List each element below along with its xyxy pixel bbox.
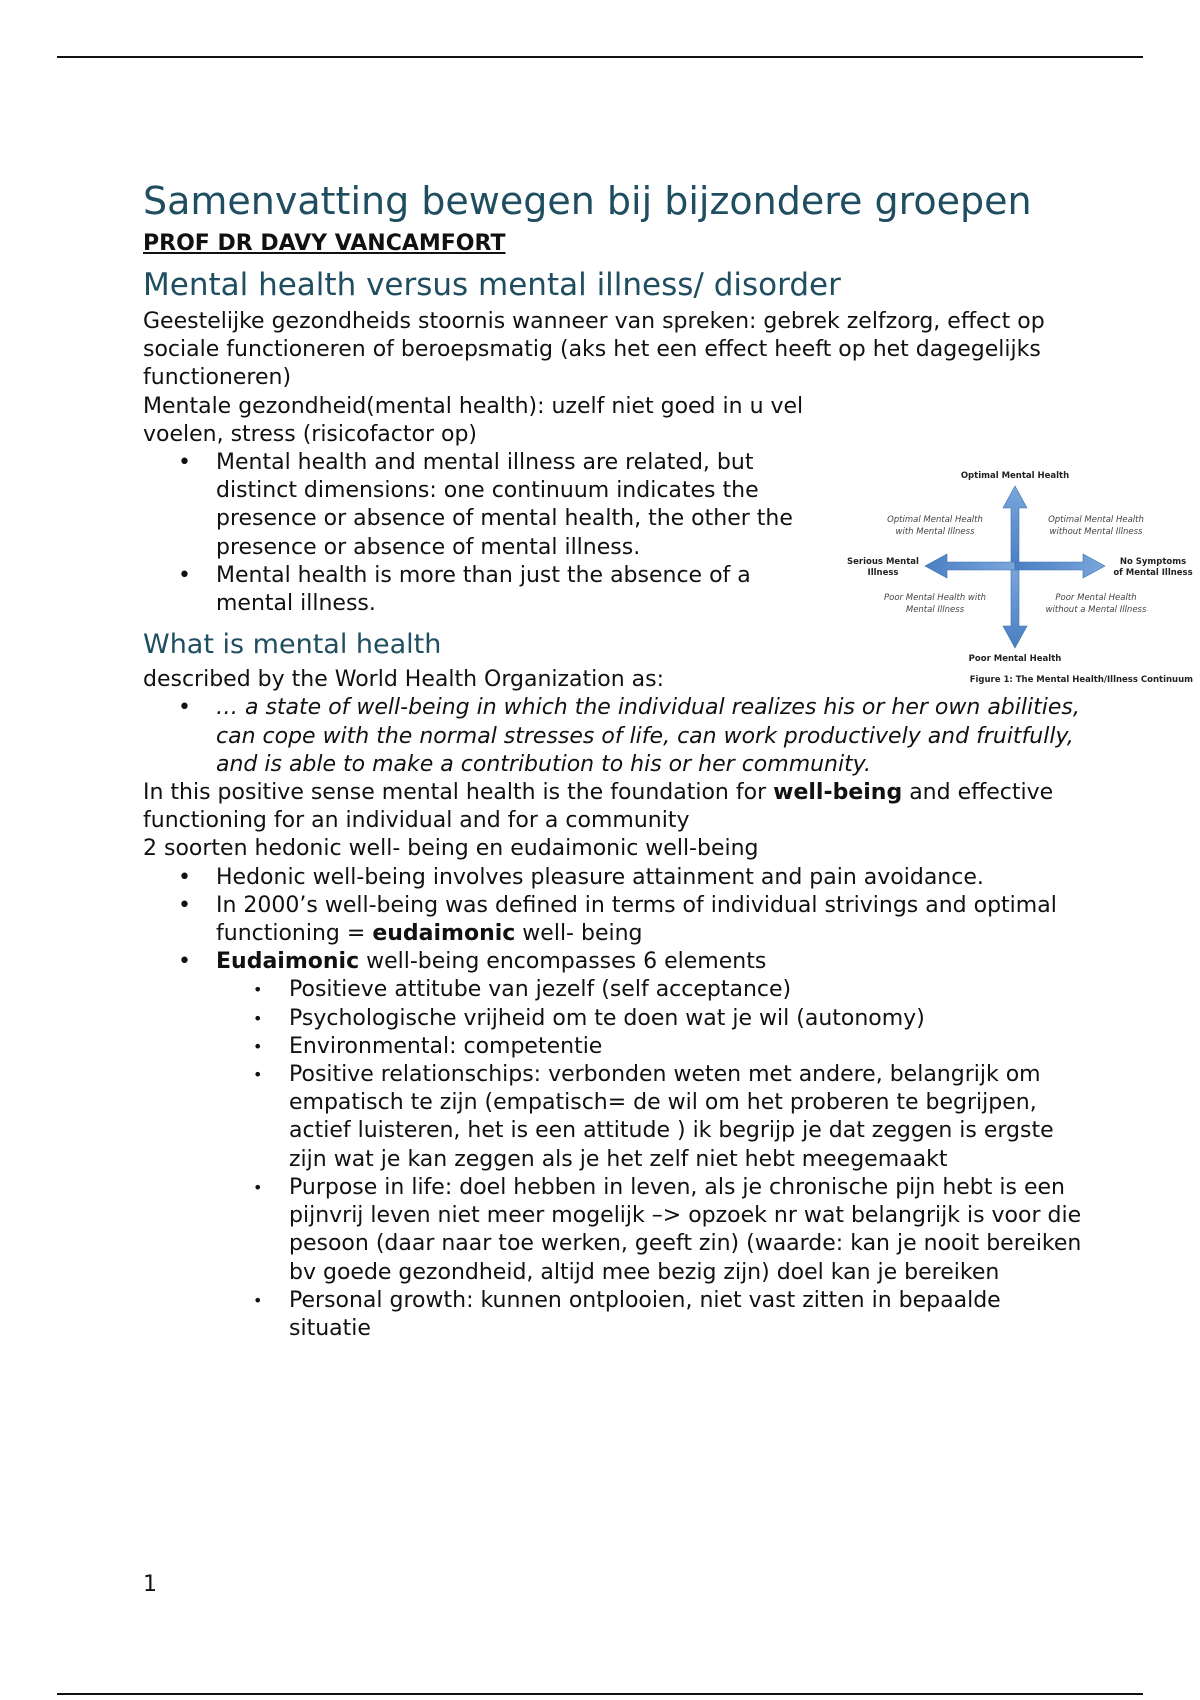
quadrant-bl-1: Poor Mental Health with: [884, 593, 986, 603]
section-heading-what-is-mental-health: What is mental health: [143, 629, 442, 661]
arrow-left: [925, 554, 1015, 578]
text-span: In 2000’s well-being was defined in terms of individual strivings and optimal functioning =: [216, 892, 1057, 947]
bold-text: well-being: [773, 780, 903, 806]
label-bottom: Poor Mental Health: [968, 654, 1062, 664]
list-item: • Mental health is more than just the absence of a mental illness.: [143, 562, 833, 618]
sub-list-item: • Positive relationschips: verbonden weten met andere, belangrijk om empatisch te zijn (empatisch= de wil om het proberen te begrijpen, actief luisteren, het is een attitude ) ik begrijp je dat zeggen is ergste zijn wat je kan zeggen als je het zelf niet hebt meegemaakt: [143, 1061, 1083, 1174]
list-item: • Mental health and mental illness are related, but distinct dimensions: one continuum indicates the presence or absence of mental health, the other the presence or absence of mental illness.: [143, 449, 833, 562]
document-title: Samenvatting bewegen bij bijzondere groepen: [143, 179, 1032, 223]
bold-text: eudaimonic: [372, 921, 516, 947]
label-right-1: No Symptoms: [1119, 557, 1187, 567]
author-line: PROF DR DAVY VANCAMFORT: [143, 231, 506, 256]
arrow-right: [1015, 554, 1105, 578]
paragraph-who-intro: described by the World Health Organization as:: [143, 667, 665, 693]
text-span: well- being: [515, 921, 643, 947]
paragraph-positive-sense: [143, 779, 1083, 835]
figure-caption: Figure 1: The Mental Health/Illness Continuum: [969, 675, 1193, 685]
arrow-down: [1003, 566, 1027, 648]
quadrant-tl-1: Optimal Mental Health: [887, 515, 983, 525]
quadrant-tr-2: without Mental Illness: [1049, 527, 1143, 537]
bottom-rule: [57, 1693, 1143, 1695]
sub-list-item: • Positieve attitube van jezelf (self acceptance): [143, 976, 1083, 1004]
text-span: In this positive sense mental health is the foundation for: [143, 780, 774, 806]
document-body: [143, 178, 1083, 1343]
page-number: 1: [143, 1572, 157, 1597]
sub-list-item: • Purpose in life: doel hebben in leven, als je chronische pijn hebt is een pijnvrij leven niet meer mogelijk –> opzoek nr wat belangrijk is voor die pesoon (daar naar toe werken, geeft zin) (waarde: kan je nooit bereiken bv goede gezondheid, altijd mee bezig zijn) doel kan je bereiken: [143, 1174, 1083, 1287]
sub-list-item: • Personal growth: kunnen ontplooien, niet vast zitten in bepaalde situatie: [143, 1287, 1083, 1343]
bullet-list-who-quote: [143, 694, 1083, 779]
list-item-quote: • … a state of well-being in which the individual realizes his or her own abilities, can cope with the normal stresses of life, can work productively and fruitfully, and is able to make a contribution to his or her community.: [143, 694, 1083, 779]
sub-list-eudaimonic-elements: [143, 976, 1083, 1343]
label-right-2: of Mental Illness: [1113, 568, 1193, 578]
bullet-list-continuum: [143, 449, 833, 618]
label-left-1: Serious Mental: [847, 557, 919, 567]
label-left-2: Illness: [867, 568, 899, 578]
quadrant-bl-2: Mental Illness: [905, 605, 965, 615]
quadrant-br-1: Poor Mental Health: [1055, 593, 1137, 603]
continuum-diagram: [843, 466, 1195, 694]
top-rule: [57, 56, 1143, 58]
sub-list-item: • Environmental: competentie: [143, 1033, 1083, 1061]
paragraph-mentale-gezondheid: Mentale gezondheid(mental health): uzelf niet goed in u vel voelen, stress (risicofactor op): [143, 393, 804, 447]
bullet-list-wellbeing: [143, 864, 1083, 977]
quadrant-tl-2: with Mental Illness: [895, 527, 975, 537]
quadrant-tr-1: Optimal Mental Health: [1048, 515, 1144, 525]
text-span: and effective functioning for an individual and for a community: [143, 780, 1054, 834]
mental-health-continuum-figure: [843, 466, 1195, 694]
section-heading-mental-health: Mental health versus mental illness/ disorder: [143, 267, 841, 303]
text-span: well-being encompasses 6 elements: [359, 949, 767, 975]
bold-text: Eudaimonic: [216, 949, 360, 975]
quadrant-br-2: without a Mental Illness: [1045, 605, 1147, 615]
paragraph-stoornis: Geestelijke gezondheids stoornis wanneer van spreken: gebrek zelfzorg, effect op sociale functioneren of beroepsmatig (aks het een effect heeft op het dagegelijks functioneren): [143, 309, 1045, 391]
sub-list-item: • Psychologische vrijheid om te doen wat je wil (autonomy): [143, 1005, 1083, 1033]
paragraph-two-types: 2 soorten hedonic well- being en eudaimonic well-being: [143, 836, 759, 862]
arrow-up: [1003, 486, 1027, 566]
list-item: [143, 948, 1083, 976]
label-top: Optimal Mental Health: [960, 471, 1070, 481]
list-item: [143, 892, 1083, 948]
list-item: • Hedonic well-being involves pleasure attainment and pain avoidance.: [143, 864, 1083, 892]
